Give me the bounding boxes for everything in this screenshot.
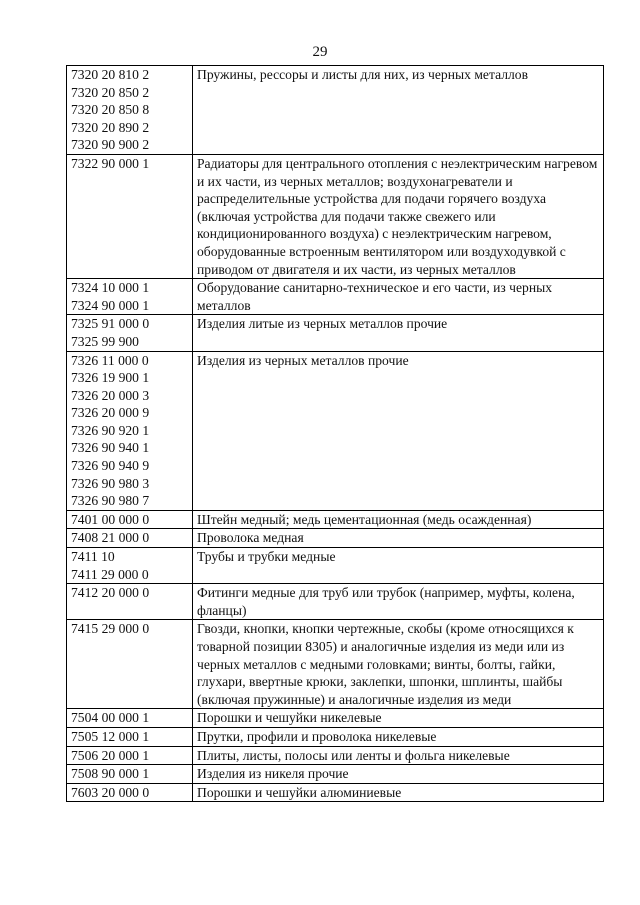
tariff-code: 7408 21 000 0 xyxy=(71,530,150,546)
code-cell xyxy=(67,279,193,315)
code-cell xyxy=(67,154,193,278)
description-cell: Порошки и чешуйки алюминиевые xyxy=(193,783,604,802)
tariff-code: 7603 20 000 0 xyxy=(71,784,150,800)
description-cell: Трубы и трубки медные xyxy=(193,548,604,584)
description-cell: Изделия литые из черных металлов прочие xyxy=(193,315,604,351)
tariff-code: 7504 00 000 1 xyxy=(71,710,150,726)
tariff-code: 7326 20 000 3 xyxy=(71,387,150,403)
code-cell xyxy=(67,529,193,548)
tariff-code: 7324 90 000 1 xyxy=(71,297,150,313)
table-row xyxy=(67,765,604,784)
table-row xyxy=(67,746,604,765)
code-cell xyxy=(67,620,193,709)
description-cell: Гвозди, кнопки, кнопки чертежные, скобы (кроме относящихся к товарной позиции 8305) и аналогичные изделия из меди или из черных металлов с медными головками; винты, болты, гайки, глухари, ввертные крюки, заклепки, шпонки, шплинты, шайбы (включая пружинные) и аналогичные изделия из меди xyxy=(193,620,604,709)
tariff-code: 7326 90 940 9 xyxy=(71,458,150,474)
table-row xyxy=(67,727,604,746)
description-cell: Плиты, листы, полосы или ленты и фольга никелевые xyxy=(193,746,604,765)
code-cell xyxy=(67,746,193,765)
description-cell: Штейн медный; медь цементационная (медь осажденная) xyxy=(193,510,604,529)
code-cell xyxy=(67,548,193,584)
tariff-code: 7326 90 980 7 xyxy=(71,493,150,509)
description-cell: Порошки и чешуйки никелевые xyxy=(193,709,604,728)
code-cell xyxy=(67,709,193,728)
tariff-code: 7401 00 000 0 xyxy=(71,511,150,527)
table-row xyxy=(67,709,604,728)
tariff-code: 7326 90 980 3 xyxy=(71,475,150,491)
code-cell xyxy=(67,727,193,746)
tariff-code: 7322 90 000 1 xyxy=(71,155,150,171)
tariff-code: 7320 90 900 2 xyxy=(71,137,150,153)
table-row xyxy=(67,548,604,584)
table-row xyxy=(67,783,604,802)
code-cell xyxy=(67,315,193,351)
code-cell xyxy=(67,783,193,802)
tariff-code: 7412 20 000 0 xyxy=(71,585,150,601)
tariff-code: 7505 12 000 1 xyxy=(71,728,150,744)
table-row xyxy=(67,529,604,548)
tariff-code: 7326 11 000 0 xyxy=(71,352,149,368)
table-row xyxy=(67,66,604,155)
code-cell xyxy=(67,584,193,620)
description-cell: Изделия из никеля прочие xyxy=(193,765,604,784)
code-table-body xyxy=(67,66,604,802)
table-row xyxy=(67,584,604,620)
description-cell: Оборудование санитарно-техническое и его части, из черных металлов xyxy=(193,279,604,315)
tariff-code: 7508 90 000 1 xyxy=(71,766,150,782)
tariff-code: 7326 19 900 1 xyxy=(71,370,150,386)
description-cell: Радиаторы для центрального отопления с неэлектрическим нагревом и их части, из черных металлов; воздухонагреватели и распределительные устройства для подачи горячего воздуха (включая устройства для подачи также свежего или кондиционированного воздуха) с неэлектрическим нагревом, оборудованные встроенным вентилятором или воздуходувкой с приводом от двигателя и их части, из черных металлов xyxy=(193,154,604,278)
table-row xyxy=(67,620,604,709)
tariff-code: 7325 91 000 0 xyxy=(71,316,150,332)
tariff-code: 7326 90 940 1 xyxy=(71,440,150,456)
description-cell: Изделия из черных металлов прочие xyxy=(193,351,604,510)
tariff-code: 7324 10 000 1 xyxy=(71,280,150,296)
tariff-code: 7326 90 920 1 xyxy=(71,422,150,438)
tariff-code: 7411 10 xyxy=(71,549,115,565)
tariff-code: 7326 20 000 9 xyxy=(71,405,150,421)
code-cell xyxy=(67,66,193,155)
tariff-code: 7415 29 000 0 xyxy=(71,621,150,637)
code-cell xyxy=(67,351,193,510)
tariff-code: 7506 20 000 1 xyxy=(71,747,150,763)
tariff-code: 7320 20 850 2 xyxy=(71,84,150,100)
tariff-code: 7411 29 000 0 xyxy=(71,566,149,582)
tariff-code: 7320 20 890 2 xyxy=(71,119,150,135)
code-cell xyxy=(67,765,193,784)
description-cell: Проволока медная xyxy=(193,529,604,548)
description-cell: Прутки, профили и проволока никелевые xyxy=(193,727,604,746)
tariff-code: 7320 20 850 8 xyxy=(71,102,150,118)
table-row xyxy=(67,154,604,278)
code-table xyxy=(66,65,604,802)
table-row xyxy=(67,510,604,529)
table-row xyxy=(67,279,604,315)
table-row xyxy=(67,351,604,510)
page-number: 29 xyxy=(312,44,328,60)
tariff-code: 7320 20 810 2 xyxy=(71,67,150,82)
description-cell: Пружины, рессоры и листы для них, из черных металлов xyxy=(193,66,604,155)
description-cell: Фитинги медные для труб или трубок (например, муфты, колена, фланцы) xyxy=(193,584,604,620)
table-row xyxy=(67,315,604,351)
tariff-code: 7325 99 900 xyxy=(71,333,139,349)
code-cell xyxy=(67,510,193,529)
